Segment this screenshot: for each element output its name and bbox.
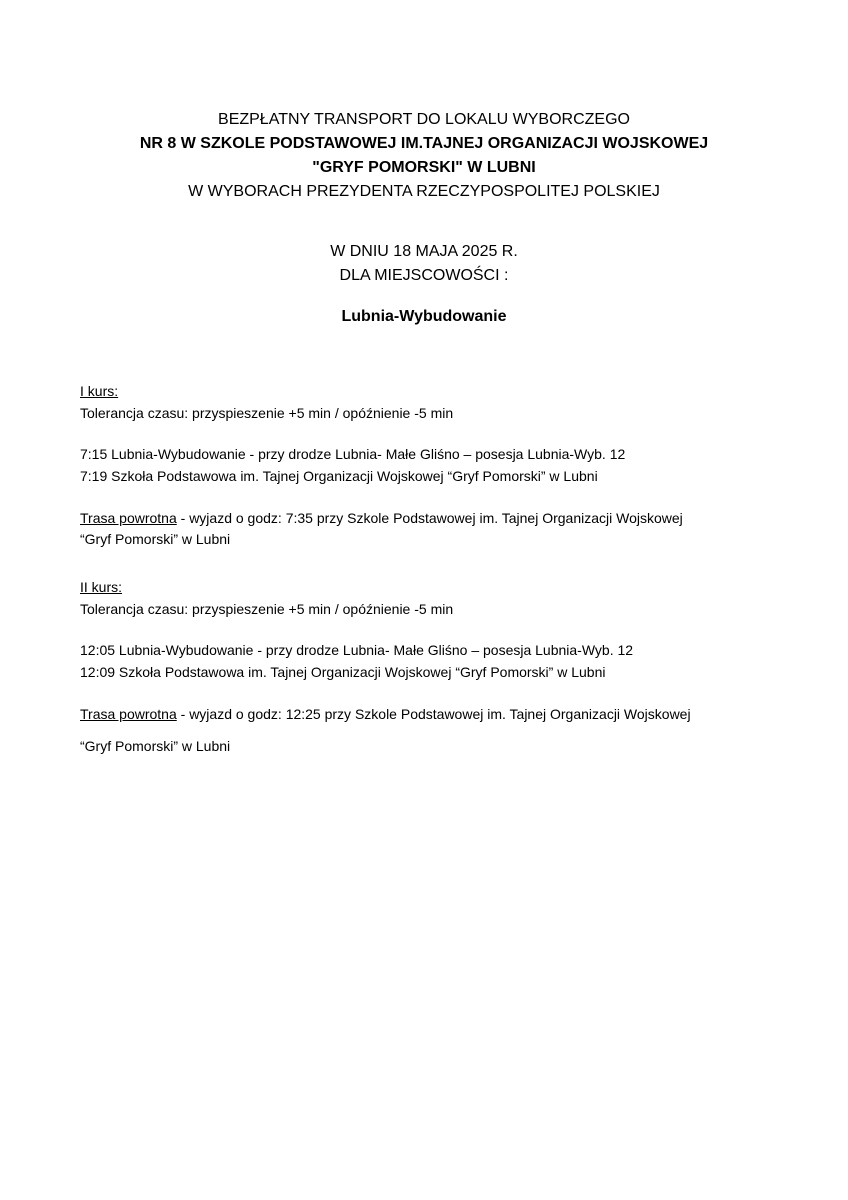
date-line: W DNIU 18 MAJA 2025 R. [330,243,518,260]
course-2-return-label: Trasa powrotna [80,706,177,722]
course-2-return-text: - wyjazd o godz: 12:25 przy Szkole Podstawowej im. Tajnej Organizacji Wojskowej [176,706,691,722]
header-line-1: BEZPŁATNY TRANSPORT DO LOKALU WYBORCZEGO [218,111,630,128]
course-2-return [80,704,691,724]
header-line-4: W WYBORACH PREZYDENTA RZECZYPOSPOLITEJ POLSKIEJ [188,183,660,200]
course-2-label: II kurs: [80,579,123,595]
date-block [0,240,848,288]
document-header [0,108,848,204]
locality-prompt: DLA MIEJSCOWOŚCI : [339,267,509,284]
course-1-tolerance: Tolerancja czasu: przyspieszenie +5 min / opóźnienie -5 min [80,405,454,421]
course-1-return-text: - wyjazd o godz: 7:35 przy Szkole Podstawowej im. Tajnej Organizacji Wojskowej [176,510,683,526]
course-1-stop-2: 7:19 Szkoła Podstawowa im. Tajnej Organizacji Wojskowej “Gryf Pomorski” w Lubni [80,468,598,484]
course-2-stop-1: 12:05 Lubnia-Wybudowanie - przy drodze Lubnia- Małe Gliśno – posesja Lubnia-Wyb. 12 [80,642,634,658]
course-1-return [80,508,683,528]
course-1-return-text-2: “Gryf Pomorski” w Lubni [80,531,231,547]
locality-name: Lubnia-Wybudowanie [341,308,507,325]
header-line-2: NR 8 W SZKOLE PODSTAWOWEJ IM.TAJNEJ ORGANIZACJI WOJSKOWEJ [139,135,709,152]
course-2-stop-2: 12:09 Szkoła Podstawowa im. Tajnej Organizacji Wojskowej “Gryf Pomorski” w Lubni [80,664,606,680]
course-2-tolerance: Tolerancja czasu: przyspieszenie +5 min / opóźnienie -5 min [80,601,454,617]
course-1-stop-1: 7:15 Lubnia-Wybudowanie - przy drodze Lubnia- Małe Gliśno – posesja Lubnia-Wyb. 12 [80,446,626,462]
course-1-label: I kurs: [80,383,119,399]
course-2-return-text-2: “Gryf Pomorski” w Lubni [80,738,231,754]
course-1-return-label: Trasa powrotna [80,510,177,526]
header-line-3: "GRYF POMORSKI" W LUBNI [312,159,536,176]
